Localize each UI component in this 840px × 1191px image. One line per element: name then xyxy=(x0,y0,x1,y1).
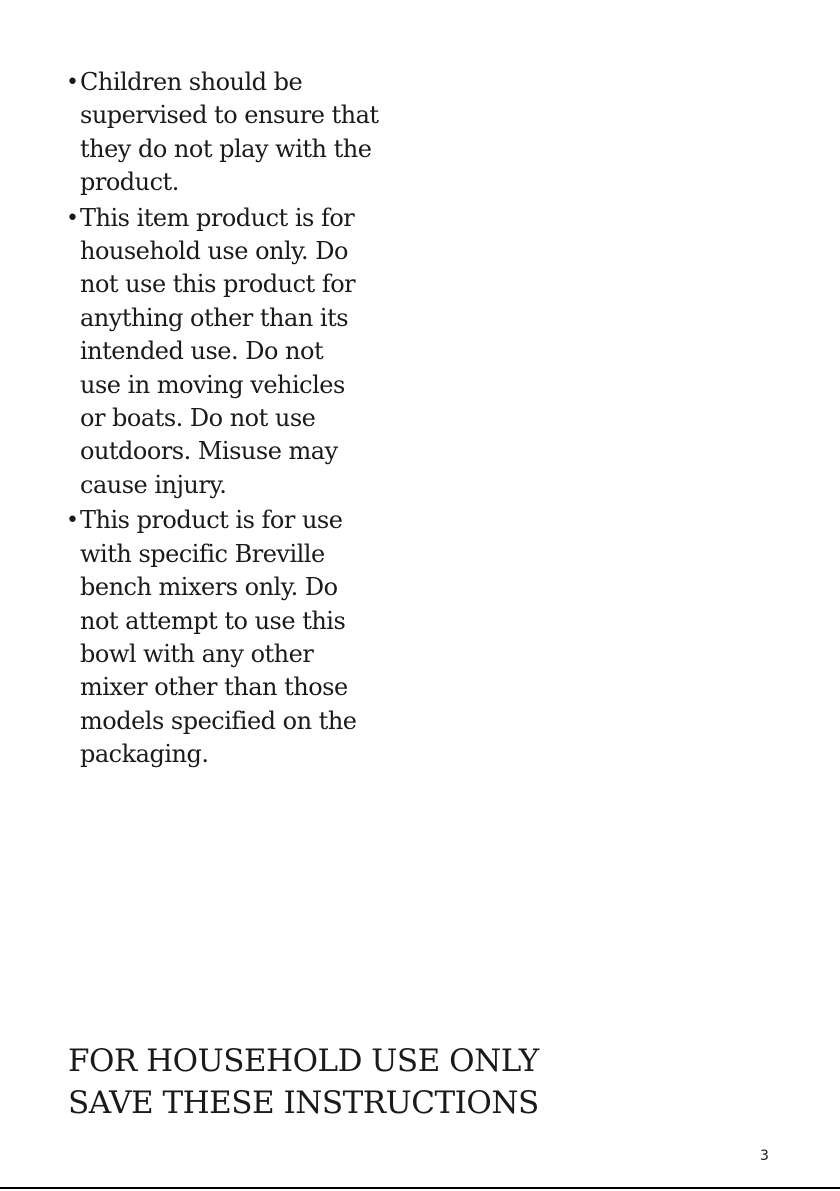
bullet-text-line: This product is for use xyxy=(80,506,343,535)
bullet-text-line: cause injury. xyxy=(80,470,227,499)
bullet-text-line: Children should be xyxy=(80,68,303,96)
footer-line-household-use: FOR HOUSEHOLD USE ONLY xyxy=(68,1043,539,1079)
bullet-text-line: with specific Breville xyxy=(80,539,325,568)
bullet-text-line: household use only. Do xyxy=(80,237,348,266)
bullet-text-line: bench mixers only. Do xyxy=(80,573,338,602)
bullet-text-line: This item product is for xyxy=(80,203,355,232)
bullet-item-compatible-mixers xyxy=(64,504,404,771)
bullet-text-line: intended use. Do not xyxy=(80,337,324,366)
bullet-dot-icon: • xyxy=(66,205,79,231)
bullet-text-line: they do not play with the xyxy=(80,134,372,163)
footer-heading xyxy=(68,1040,539,1124)
bullet-text-line: supervised to ensure that xyxy=(80,101,379,130)
bottom-rule xyxy=(0,1187,840,1189)
bullet-text-line: use in moving vehicles xyxy=(80,370,345,399)
bullet-text-line: outdoors. Misuse may xyxy=(80,437,338,466)
bullet-dot-icon: • xyxy=(66,70,79,95)
page-number: 3 xyxy=(760,1148,769,1164)
bullet-text-line: not attempt to use this xyxy=(80,606,346,635)
bullet-text-line: mixer other than those xyxy=(80,673,348,702)
bullet-dot-icon: • xyxy=(66,508,79,534)
safety-bullet-list xyxy=(64,66,404,774)
bullet-text-line: models specified on the xyxy=(80,706,357,735)
footer-line-save-instructions: SAVE THESE INSTRUCTIONS xyxy=(68,1085,539,1121)
bullet-item-household-use xyxy=(64,202,404,503)
bullet-text-line: anything other than its xyxy=(80,303,349,332)
bullet-text-line: bowl with any other xyxy=(80,639,314,668)
bullet-text-line: product. xyxy=(80,168,179,197)
bullet-text-line: or boats. Do not use xyxy=(80,404,316,433)
bullet-text-line: packaging. xyxy=(80,740,209,769)
bullet-text-line: not use this product for xyxy=(80,270,356,299)
bullet-item-supervision xyxy=(64,66,404,200)
